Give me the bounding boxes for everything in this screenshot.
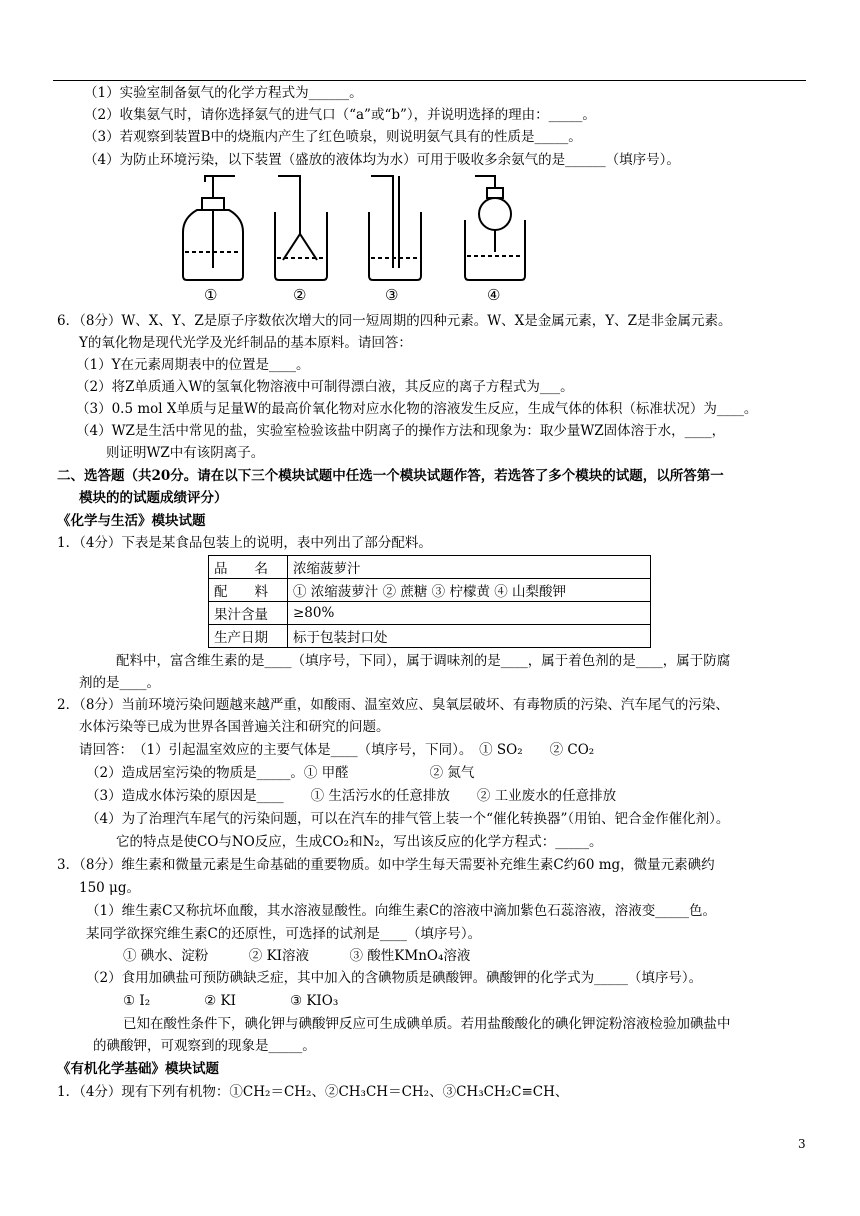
m1q3-stem-cont: 150 μg。 — [79, 880, 140, 896]
m1q2-stem-cont: 水体污染等已成为世界各国普遍关注和研究的问题。 — [79, 719, 390, 735]
m1q2-part2: （2）造成居室污染的物质是_____。① 甲醛 ② 氮气 — [86, 765, 475, 781]
m1q3-part1-options: ① 碘水、淀粉 ② KI溶液 ③ 酸性KMnO₄溶液 — [123, 948, 471, 964]
q6-part4: （4）WZ是生活中常见的盐，实验室检验该盐中阴离子的操作方法和现象为：取少量WZ固体溶于水，____， — [76, 423, 726, 439]
m1q3-part2-options: ① I₂ ② KI ③ KIO₃ — [123, 993, 339, 1009]
table-value: 浓缩菠萝汁 — [288, 556, 651, 579]
q6-stem: 6．（8分）W、X、Y、Z是原子序数依次增大的同一短周期的四种元素。W、X是金属元素，Y、Z是非金属元素。 — [57, 313, 732, 329]
text-line: （2）收集氨气时，请你选择氨气的进气口（“a”或“b”），并说明选择的理由：_____。 — [84, 107, 596, 123]
table-key: 配 料 — [209, 579, 288, 602]
module-title: 《有机化学基础》模块试题 — [57, 1061, 219, 1077]
figure-label-2: ② — [293, 286, 307, 304]
text-line: （3）若观察到装置B中的烧瓶内产生了红色喷泉，则说明氨气具有的性质是_____。 — [84, 129, 582, 145]
text-line: （1）实验室制备氨气的化学方程式为______。 — [84, 85, 363, 101]
section-heading: 二、选答题（共20分。请在以下三个模块试题中任选一个模块试题作答，若选答了多个模块的试题，以所答第一 — [57, 468, 724, 484]
m1q2-part4-cont: 它的特点是使CO与NO反应，生成CO₂和N₂，写出该反应的化学方程式：_____。 — [116, 834, 603, 850]
table-key: 品 名 — [209, 556, 288, 579]
text-line: （4）为防止环境污染，以下装置（盛放的液体均为水）可用于吸收多余氨气的是______（填序号）。 — [84, 152, 680, 168]
table-row — [209, 602, 651, 625]
apparatus-1-bottle — [183, 176, 243, 280]
m1q2-part4: （4）为了治理汽车尾气的污染问题，可以在汽车的排气管上装一个“催化转换器”（用铂、钯合金作催化剂）。 — [86, 811, 730, 827]
m1q3-part2-cont: 已知在酸性条件下，碘化钾与碘酸钾反应可生成碘单质。若用盐酸酸化的碘化钾淀粉溶液检验加碘盐中 — [123, 1016, 731, 1032]
apparatus-3-tube-beaker — [369, 176, 421, 280]
figure-label-1: ① — [204, 286, 218, 304]
m1q3-part2: （2）食用加碘盐可预防碘缺乏症，其中加入的含碘物质是碘酸钾。碘酸钾的化学式为_____（填序号）。 — [86, 970, 703, 986]
table-row — [209, 625, 651, 648]
m1q1-text: 配料中，富含维生素的是____（填序号，下同），属于调味剂的是____，属于着色剂的是____，属于防腐 — [116, 653, 731, 669]
m2q1-stem: 1．（4分）现有下列有机物：①CH₂＝CH₂、②CH₃CH＝CH₂、③CH₃CH₂C≡CH、 — [57, 1084, 569, 1100]
section-heading-cont: 模块的的试题成绩评分） — [79, 490, 228, 506]
m1q2-stem: 2．（8分）当前环境污染问题越来越严重，如酸雨、温室效应、臭氧层破坏、有毒物质的污染、汽车尾气的污染、 — [57, 697, 729, 713]
table-value: ≥80% — [288, 602, 651, 625]
figure-label-4: ④ — [487, 286, 501, 304]
table-value: ① 浓缩菠萝汁 ② 蔗糖 ③ 柠檬黄 ④ 山梨酸钾 — [288, 579, 651, 602]
m1q3-part1-cont: 某同学欲探究维生素C的还原性，可选择的试剂是____（填序号）。 — [86, 926, 482, 942]
apparatus-figure — [175, 172, 555, 304]
page-number: 3 — [798, 1137, 806, 1151]
q6-part4-cont: 则证明WZ中有该阴离子。 — [106, 445, 265, 461]
table-row — [209, 579, 651, 602]
q6-part2: （2）将Z单质通入W的氢氧化物溶液中可制得漂白液，其反应的离子方程式为___。 — [76, 379, 574, 395]
apparatus-4-bulb-beaker — [465, 176, 525, 280]
m1q3-stem: 3．（8分）维生素和微量元素是生命基础的重要物质。如中学生每天需要补充维生素C约60 mg，微量元素碘约 — [57, 857, 715, 873]
m1q1-stem: 1．（4分）下表是某食品包装上的说明，表中列出了部分配料。 — [57, 535, 432, 551]
module-title: 《化学与生活》模块试题 — [57, 513, 206, 529]
apparatus-2-funnel-beaker — [275, 176, 327, 280]
figure-label-3: ③ — [385, 286, 399, 304]
m1q3-part2-cont2: 的碘酸钾，可观察到的现象是_____。 — [93, 1038, 316, 1054]
q6-stem-cont: Y的氧化物是现代光学及光纤制品的基本原料。请回答： — [79, 335, 412, 351]
q6-part3: （3）0.5 mol X单质与足量W的最高价氧化物对应水化物的溶液发生反应，生成气体的体积（标准状况）为____。 — [76, 401, 758, 417]
table-key: 果汁含量 — [209, 602, 288, 625]
ingredient-table — [208, 555, 651, 648]
m1q2-part1: 请回答： （1）引起温室效应的主要气体是____（填序号，下同）。 ① SO₂ ② CO₂ — [79, 742, 595, 758]
m1q2-part3: （3）造成水体污染的原因是____ ① 生活污水的任意排放 ② 工业废水的任意排放 — [86, 788, 617, 804]
m1q1-text-cont: 剂的是____。 — [79, 675, 160, 691]
table-row — [209, 556, 651, 579]
header-rule — [53, 80, 806, 81]
m1q3-part1: （1）维生素C又称抗坏血酸，其水溶液显酸性。向维生素C的溶液中滴加紫色石蕊溶液，溶液变_____色。 — [86, 903, 716, 919]
table-value: 标于包装封口处 — [288, 625, 651, 648]
q6-part1: （1）Y在元素周期表中的位置是____。 — [76, 357, 310, 373]
table-key: 生产日期 — [209, 625, 288, 648]
